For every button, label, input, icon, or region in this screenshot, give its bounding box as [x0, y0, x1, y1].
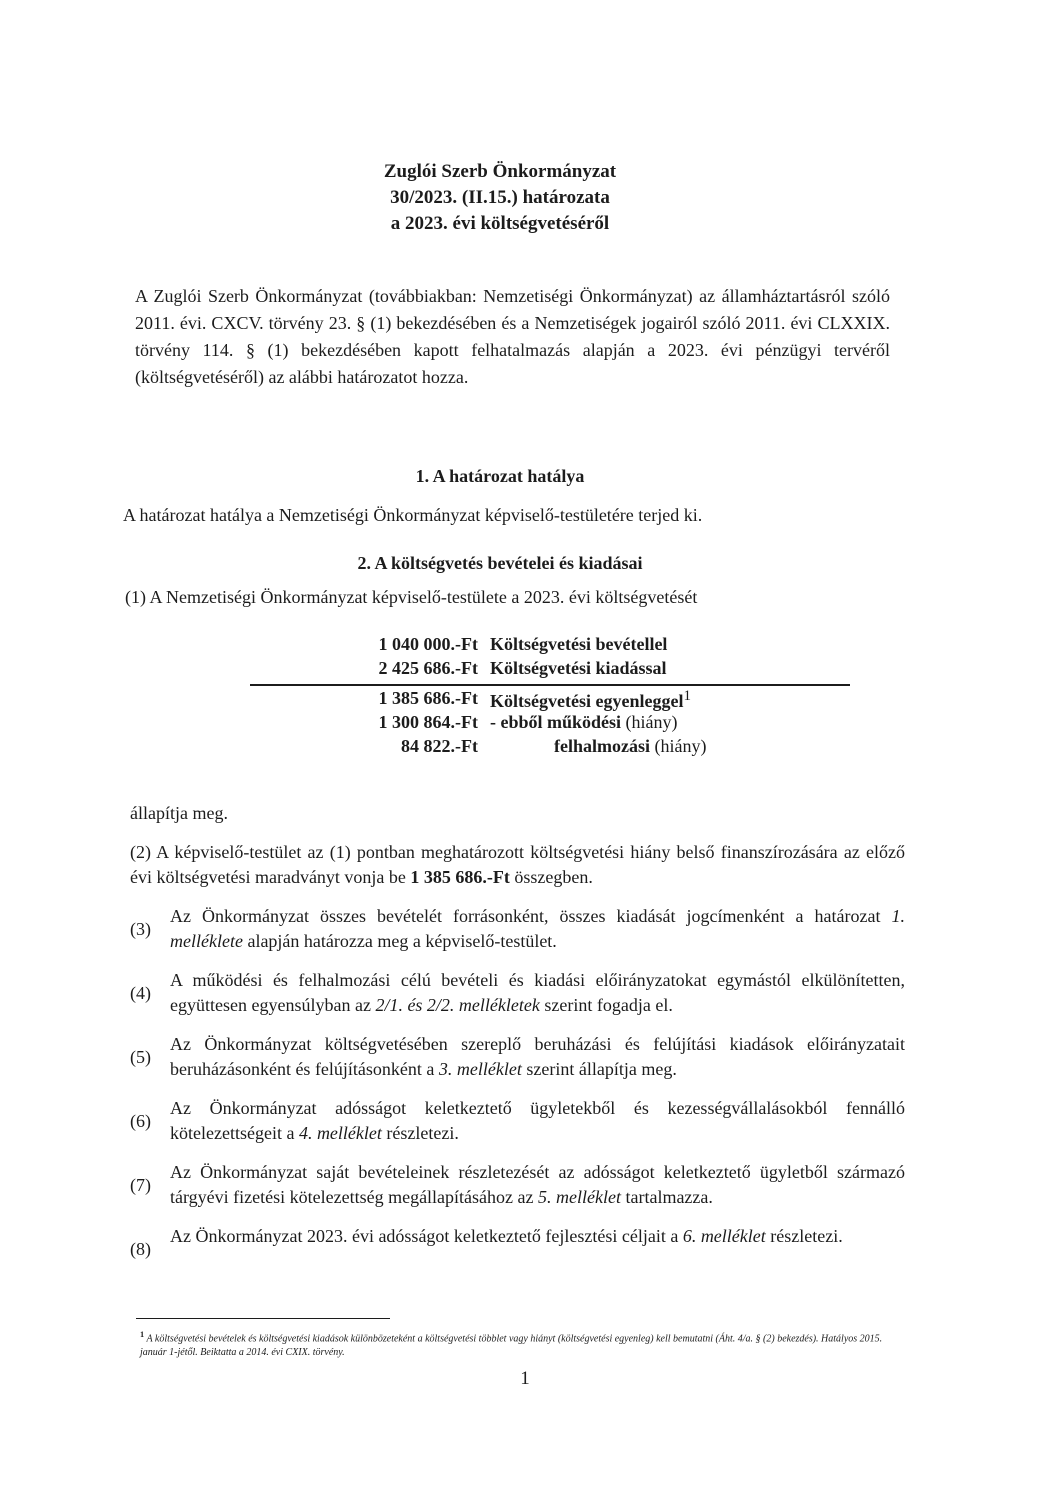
footnote-ref: 1: [683, 688, 691, 704]
footnote-mark: 1: [140, 1330, 145, 1339]
budget-row-operating: [250, 712, 850, 736]
paragraph-8: [130, 1224, 905, 1259]
budget-row-expense: [250, 658, 850, 682]
page-number: 1: [520, 1368, 530, 1389]
item-number: (5): [130, 1047, 151, 1067]
paragraph-3: [130, 904, 905, 954]
budget-summary: [250, 634, 850, 760]
balance-amount: 1 385 686.-Ft: [378, 688, 478, 708]
operating-label: - ebből működési: [490, 712, 622, 732]
section1-heading: 1. A határozat hatálya: [415, 466, 585, 486]
expense-amount: 2 425 686.-Ft: [378, 658, 478, 678]
item-text-end: szerint fogadja el.: [539, 995, 673, 1015]
budget-row-capital: [250, 736, 850, 760]
annex-reference: 1. melléklete: [170, 906, 905, 951]
section2-heading: 2. A költségvetés bevételei és kiadásai: [357, 553, 643, 573]
item-text-end: szerint állapítja meg.: [521, 1059, 677, 1079]
item-text: Az Önkormányzat összes bevételét forrásonként, összes kiadását jogcímenként a határozat: [170, 906, 892, 926]
item-text: Az Önkormányzat adósságot keletkeztető ügyletekből és kezességvállalásokból fennálló kötelezettségeit a: [170, 1098, 905, 1143]
doc-title-line2: 30/2023. (II.15.) határozata: [390, 187, 610, 208]
income-amount: 1 040 000.-Ft: [378, 634, 478, 654]
expense-label: Költségvetési kiadással: [490, 658, 667, 678]
budget-row-balance: [250, 688, 850, 712]
item-number: (3): [130, 919, 151, 939]
income-label: Költségvetési bevétellel: [490, 634, 668, 654]
paragraph-7: [130, 1160, 905, 1210]
doc-title-line1: Zuglói Szerb Önkormányzat: [383, 161, 617, 182]
item-text-end: alapján határozza meg a képviselő-testület.: [242, 931, 557, 951]
item-text-end: részletezi.: [765, 1226, 843, 1246]
item-text: Az Önkormányzat 2023. évi adósságot keletkeztető fejlesztési céljait a: [170, 1226, 683, 1246]
budget-row-income: [250, 634, 850, 658]
annex-reference: 5. melléklet: [538, 1187, 621, 1207]
intro-paragraph: A Zuglói Szerb Önkormányzat (továbbiakban: Nemzetiségi Önkormányzat) az államháztartásról szóló 2011. évi. CXCV. törvény 23. § (1) bekezdésében és a Nemzetiségek jogairól szóló 2011. évi CLXXIX. törvény 114. § (1) bekezdésében kapott felhatalmazás alapján a 2023. évi pénzügyi tervéről (költségvetéséről) az alábbi határozatot hozza.: [135, 286, 890, 387]
p2-text-end: összegben.: [509, 867, 593, 887]
capital-label: felhalmozási: [554, 736, 650, 756]
item-text-end: tartalmazza.: [620, 1187, 713, 1207]
p2-text: (2) A képviselő-testület az (1) pontban meghatározott költségvetési hiány belső finanszírozására az előző évi költségvetési maradványt vonja be: [130, 842, 905, 887]
item-number: (6): [130, 1111, 151, 1131]
annex-reference: 3. melléklet: [438, 1059, 522, 1079]
footnote-separator: [136, 1318, 390, 1319]
sum-rule: [250, 684, 850, 686]
footnote-text: A költségvetési bevételek és költségvetési kiadások különbözeteként a költségvetési többlet vagy hiányt (költségvetési egyenleg) kell bemutatni (Áht. 4/a. § (2) bekezdés). Hatályos 2015. január 1-jétől. Beiktatta a 2014. évi CXIX. törvény.: [140, 1333, 883, 1359]
section1-text: A határozat hatálya a Nemzetiségi Önkormányzat képviselő-testületére terjed ki.: [123, 505, 703, 525]
annex-reference: 6. melléklet: [682, 1226, 766, 1246]
paragraph-2: [130, 840, 905, 890]
item-text-end: részletezi.: [381, 1123, 459, 1143]
operating-label-rest: (hiány): [621, 712, 678, 732]
annex-reference: 4. melléklet: [298, 1123, 382, 1143]
annex-reference: 2/1. és 2/2. mellékletek: [375, 995, 540, 1015]
item-number: (4): [130, 983, 151, 1003]
balance-label: Költségvetési egyenleggel: [490, 691, 684, 711]
paragraph-4: [130, 968, 905, 1018]
footnote: [140, 1328, 900, 1360]
item-number: (7): [130, 1175, 151, 1195]
item-text: Az Önkormányzat saját bevételeinek részletezését az adósságot keletkeztető ügyletből származó tárgyévi fizetési kötelezettség megállapításához az: [170, 1162, 905, 1207]
section2-after-text: állapítja meg.: [130, 803, 228, 823]
item-text: A működési és felhalmozási célú bevételi és kiadási előirányzatokat egymástól elkülönítetten, együttesen egyensúlyban az: [170, 970, 905, 1015]
section2-paragraph1: (1) A Nemzetiségi Önkormányzat képviselő-testülete a 2023. évi költségvetését: [125, 587, 698, 607]
doc-title-line3: a 2023. évi költségvetéséről: [390, 213, 610, 234]
section2-items: [130, 840, 905, 1263]
paragraph-5: [130, 1032, 905, 1082]
paragraph-6: [130, 1096, 905, 1146]
capital-label-rest: (hiány): [650, 736, 707, 756]
item-number: (8): [130, 1239, 151, 1259]
capital-amount: 84 822.-Ft: [401, 736, 478, 756]
p2-amount: 1 385 686.-Ft: [410, 867, 510, 887]
item-text: Az Önkormányzat költségvetésében szereplő beruházási és felújítási kiadások előirányzatait beruházásonként és felújításonként a: [170, 1034, 905, 1079]
operating-amount: 1 300 864.-Ft: [378, 712, 478, 732]
